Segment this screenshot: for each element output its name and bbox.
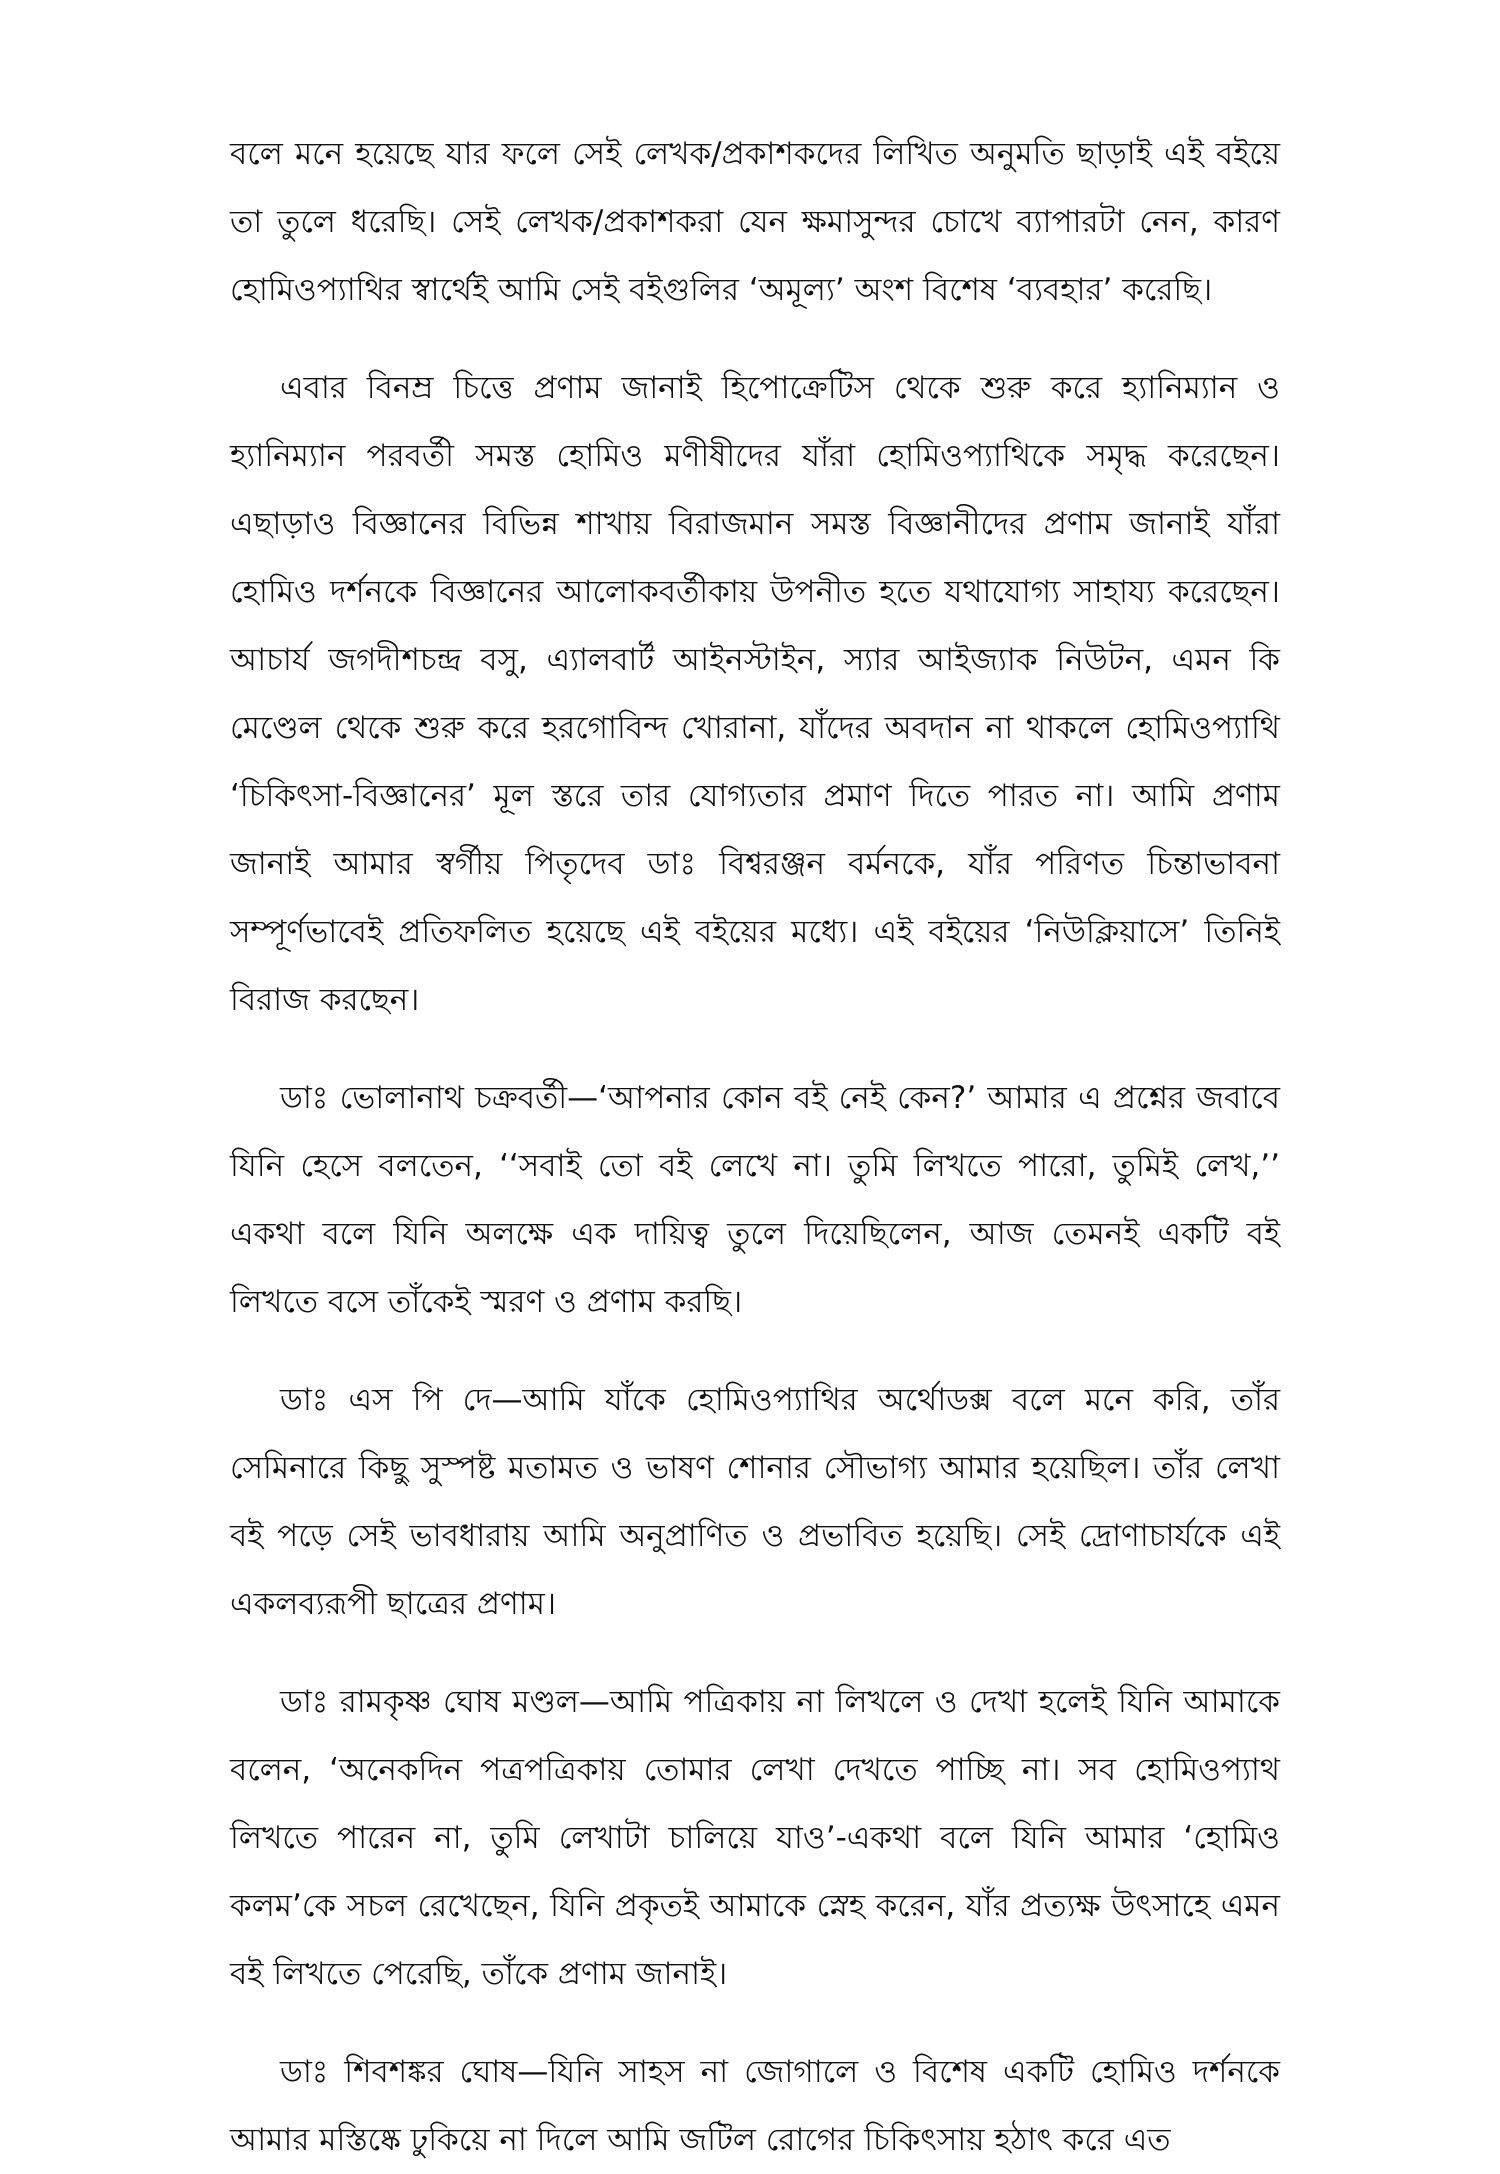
paragraph-tribute-sp-de bbox=[230, 1366, 1280, 1638]
paragraph-text: ডাঃ এস পি দে—আমি যাঁকে হোমিওপ্যাথির অর্থোডক্স বলে মনে করি, তাঁর সেমিনারে কিছু সুস্পষ্ট মতামত ও ভাষণ শোনার সৌভাগ্য আমার হয়েছিল। তাঁর লেখা বই পড়ে সেই ভাবধারায় আমি অনুপ্রাণিত ও প্রভাবিত হয়েছি। সেই দ্রোণাচার্যকে এই একলব্যরূপী ছাত্রের প্রণাম। bbox=[230, 1382, 1280, 1622]
book-page bbox=[230, 120, 1280, 2158]
paragraph-continuation bbox=[230, 120, 1280, 324]
paragraph-text: বলে মনে হয়েছে যার ফলে সেই লেখক/প্রকাশকদের লিখিত অনুমতি ছাড়াই এই বইয়ে তা তুলে ধরেছি। সেই লেখক/প্রকাশকরা যেন ক্ষমাসুন্দর চোখে ব্যাপারটা নেন, কারণ হোমিওপ্যাথির স্বার্থেই আমি সেই বইগুলির ‘অমূল্য’ অংশ বিশেষ ‘ব্যবহার’ করেছি। bbox=[230, 136, 1280, 308]
paragraph-text: ডাঃ শিবশঙ্কর ঘোষ—যিনি সাহস না জোগালে ও বিশেষ একটি হোমিও দর্শনকে আমার মস্তিষ্কে ঢুকিয়ে না দিলে আমি জটিল রোগের চিকিৎসায় হঠাৎ করে এত bbox=[230, 2054, 1280, 2158]
paragraph-text: ডাঃ ভোলানাথ চক্রবর্তী—‘আপনার কোন বই নেই কেন?’ আমার এ প্রশ্নের জবাবে যিনি হেসে বলতেন, ‘‘সবাই তো বই লেখে না। তুমি লিখতে পারো, তুমিই লেখ,’’ একথা বলে যিনি অলক্ষে এক দায়িত্ব তুলে দিয়েছিলেন, আজ তেমনই একটি বই লিখতে বসে তাঁকেই স্মরণ ও প্রণাম করছি। bbox=[230, 1080, 1280, 1320]
paragraph-tribute-bholanath bbox=[230, 1064, 1280, 1336]
paragraph-text: ডাঃ রামকৃষ্ণ ঘোষ মণ্ডল—আমি পত্রিকায় না লিখলে ও দেখা হলেই যিনি আমাকে বলেন, ‘অনেকদিন পত্রপত্রিকায় তোমার লেখা দেখতে পাচ্ছি না। সব হোমিওপ্যাথ লিখতে পারেন না, তুমি লেখাটা চালিয়ে যাও’-একথা বলে যিনি আমার ‘হোমিও কলম’কে সচল রেখেছেন, যিনি প্রকৃতই আমাকে স্নেহ করেন, যাঁর প্রত্যক্ষ উৎসাহে এমন বই লিখতে পেরেছি, তাঁকে প্রণাম জানাই। bbox=[230, 1684, 1280, 1992]
paragraph-tribute-ramkrishna bbox=[230, 1668, 1280, 2008]
paragraph-tribute-shibshankar bbox=[230, 2038, 1280, 2174]
paragraph-text: এবার বিনম্র চিত্তে প্রণাম জানাই হিপোক্রেটিস থেকে শুরু করে হ্যানিম্যান ও হ্যানিম্যান পরবর্তী সমস্ত হোমিও মণীষীদের যাঁরা হোমিওপ্যাথিকে সমৃদ্ধ করেছেন। এছাড়াও বিজ্ঞানের বিভিন্ন শাখায় বিরাজমান সমস্ত বিজ্ঞানীদের প্রণাম জানাই যাঁরা হোমিও দর্শনকে বিজ্ঞানের আলোকবর্তীকায় উপনীত হতে যথাযোগ্য সাহায্য করেছেন। আচার্য জগদীশচন্দ্র বসু, এ্যালবার্ট আইনস্টাইন, স্যার আইজ্যাক নিউটন, এমন কি মেণ্ডেল থেকে শুরু করে হরগোবিন্দ খোরানা, যাঁদের অবদান না থাকলে হোমিওপ্যাথি ‘চিকিৎসা-বিজ্ঞানের’ মূল স্তরে তার যোগ্যতার প্রমাণ দিতে পারত না। আমি প্রণাম জানাই আমার স্বর্গীয় পিতৃদেব ডাঃ বিশ্বরঞ্জন বর্মনকে, যাঁর পরিণত চিন্তাভাবনা সম্পূর্ণভাবেই প্রতিফলিত হয়েছে এই বইয়ের মধ্যে। এই বইয়ের ‘নিউক্লিয়াসে’ তিনিই বিরাজ করছেন। bbox=[230, 370, 1280, 1018]
paragraph-tribute-scientists bbox=[230, 354, 1280, 1034]
